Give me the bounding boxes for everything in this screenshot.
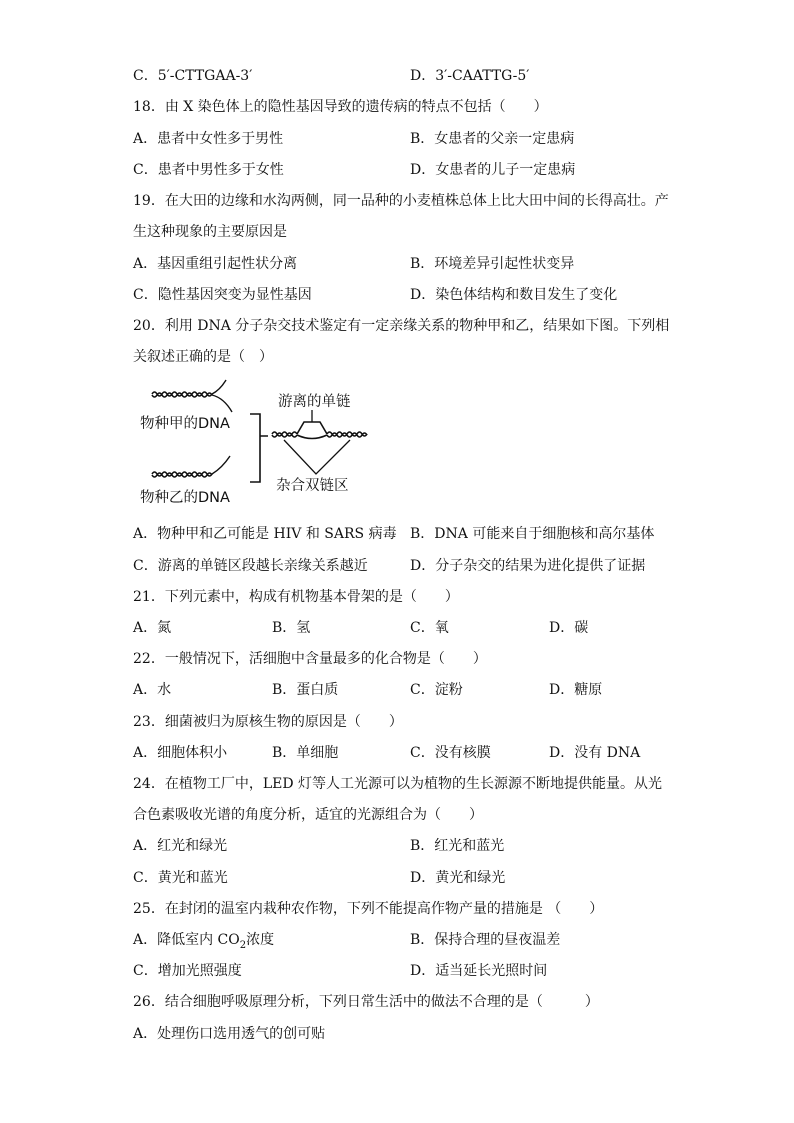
q22-option-d: D．糖原 <box>549 682 603 698</box>
q25-option-b: B．保持合理的昼夜温差 <box>410 932 561 948</box>
q22-option-b: B．蛋白质 <box>272 682 339 698</box>
q24-option-d: D．黄光和绿光 <box>410 870 506 886</box>
q20-option-a: A．物种甲和乙可能是 HIV 和 SARS 病毒 <box>133 526 397 542</box>
q19-option-a: A．基因重组引起性状分离 <box>133 256 298 272</box>
q25-option-c: C．增加光照强度 <box>133 963 242 979</box>
free-single-strand-loop <box>297 422 327 434</box>
q26-option-a: A．处理伤口选用透气的创可贴 <box>133 1026 326 1042</box>
q19-stem-line2: 生这种现象的主要原因是 <box>133 224 287 240</box>
q18-option-d: D．女患者的儿子一定患病 <box>410 162 576 178</box>
q18-option-b: B．女患者的父亲一定患病 <box>410 131 575 147</box>
q20-option-b: B．DNA 可能来自于细胞核和高尔基体 <box>410 526 655 542</box>
q20-option-d: D．分子杂交的结果为进化提供了证据 <box>410 558 646 574</box>
q17-option-c: C．5′-CTTGAA-3′ <box>133 68 253 84</box>
hybrid-region-label: 杂合双链区 <box>276 478 349 494</box>
q24-option-b: B．红光和蓝光 <box>410 838 505 854</box>
q26-stem: 26．结合细胞呼吸原理分析，下列日常生活中的做法不合理的是（ ） <box>133 994 599 1010</box>
dna-hybridization-figure <box>138 378 388 506</box>
q20-stem-line2: 关叙述正确的是（ ） <box>133 349 273 365</box>
q20-option-c: C．游离的单链区段越长亲缘关系越近 <box>133 558 368 574</box>
q23-option-d: D．没有 DNA <box>549 745 641 761</box>
q18-stem: 18．由 X 染色体上的隐性基因导致的遗传病的特点不包括（ ） <box>133 99 548 115</box>
hybrid-region-pointer <box>284 440 350 474</box>
free-strand-label: 游离的单链 <box>278 394 351 410</box>
species-b-strand-up <box>212 456 230 474</box>
q24-option-c: C．黄光和蓝光 <box>133 870 228 886</box>
q19-option-c: C．隐性基因突变为显性基因 <box>133 287 312 303</box>
q25-stem: 25．在封闭的温室内栽种农作物，下列不能提高作物产量的措施是 （ ） <box>133 901 604 917</box>
q21-option-d: D．碳 <box>549 620 589 636</box>
q24-option-a: A．红光和绿光 <box>133 838 228 854</box>
q22-option-c: C．淀粉 <box>410 682 463 698</box>
q22-option-a: A．水 <box>133 682 172 698</box>
q22-stem: 22．一般情况下，活细胞中含量最多的化合物是（ ） <box>133 651 487 667</box>
q19-option-d: D．染色体结构和数目发生了变化 <box>410 287 618 303</box>
q21-option-c: C．氧 <box>410 620 449 636</box>
q23-option-c: C．没有核膜 <box>410 745 491 761</box>
q19-option-b: B．环境差异引起性状变异 <box>410 256 575 272</box>
q21-option-b: B．氢 <box>272 620 311 636</box>
q23-option-a: A．细胞体积小 <box>133 745 228 761</box>
q17-option-d: D．3′-CAATTG-5′ <box>410 68 530 84</box>
species-a-strand-down <box>212 395 232 412</box>
q24-stem-line2: 合色素吸收光谱的角度分析，适宜的光源组合为（ ） <box>133 807 483 823</box>
q25-option-a: A．降低室内 $CO_2$浓度 <box>133 932 275 951</box>
free-single-strand-bottom <box>297 435 327 439</box>
q25-option-d: D．适当延长光照时间 <box>410 963 548 979</box>
species-b-label: 物种乙的DNA <box>140 490 230 506</box>
species-a-strand-up <box>212 380 226 394</box>
q21-stem: 21．下列元素中，构成有机物基本骨架的是（ ） <box>133 589 459 605</box>
dna-hybridization-diagram <box>138 378 388 506</box>
q18-option-c: C．患者中男性多于女性 <box>133 162 284 178</box>
q21-option-a: A．氮 <box>133 620 172 636</box>
bracket <box>250 414 268 482</box>
q23-stem: 23．细菌被归为原核生物的原因是（ ） <box>133 714 403 730</box>
q18-option-a: A．患者中女性多于男性 <box>133 131 284 147</box>
q20-stem-line1: 20．利用 DNA 分子杂交技术鉴定有一定亲缘关系的物种甲和乙，结果如下图。下列相 <box>133 318 670 334</box>
species-a-label: 物种甲的DNA <box>140 416 230 432</box>
q23-option-b: B．单细胞 <box>272 745 339 761</box>
q19-stem-line1: 19．在大田的边缘和水沟两侧，同一品种的小麦植株总体上比大田中间的长得高壮。产 <box>133 193 669 209</box>
q24-stem-line1: 24．在植物工厂中，LED 灯等人工光源可以为植物的生长源源不断地提供能量。从光 <box>133 776 663 792</box>
